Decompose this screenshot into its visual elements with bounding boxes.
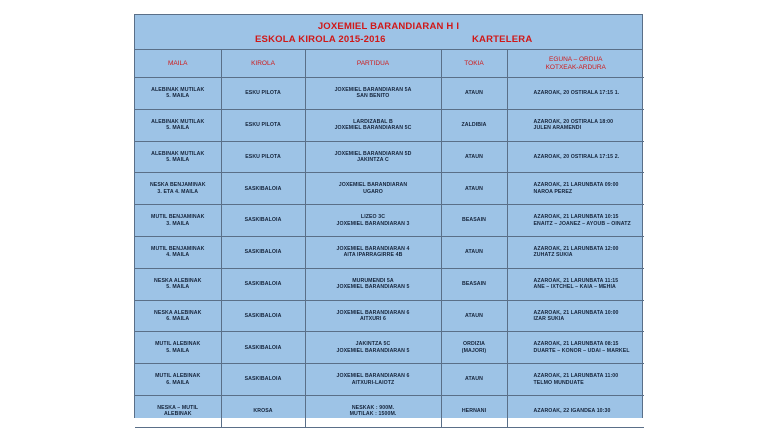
- cell-maila-line: ALEBINAK MUTILAK: [151, 150, 205, 157]
- cell-partidua-line: AITXURI 6: [360, 315, 386, 322]
- cell-kirola: [221, 205, 305, 237]
- cell-maila-line: MUTIL ALEBINAK: [155, 373, 201, 380]
- cell-eguna: [507, 236, 644, 268]
- cell-tokia: [441, 364, 507, 396]
- cell-eguna-line: IZAR SUKIA: [533, 315, 565, 322]
- cell-eguna-line: ZUHATZ SUKIA: [533, 252, 573, 259]
- cell-eguna-line: ANE – IXTCHEL – KAIA – MEHIA: [533, 284, 616, 291]
- schedule-table: [135, 50, 644, 428]
- cell-tokia: [441, 300, 507, 332]
- table-row: [135, 141, 644, 173]
- cell-partidua: [305, 364, 441, 396]
- kartelera-title: KARTELERA: [472, 34, 533, 45]
- cell-kirola-line: ESKU PILOTA: [245, 121, 281, 128]
- cell-partidua: [305, 205, 441, 237]
- cell-maila: [135, 109, 221, 141]
- cell-partidua-line: JOXEMIEL BARANDIARAN 6: [336, 373, 410, 380]
- cell-tokia-line: (MAJORI): [461, 347, 487, 354]
- cell-partidua-line: LARDIZABAL B: [353, 118, 393, 125]
- cell-eguna-line: NAROA PEREZ: [533, 188, 573, 195]
- cell-tokia-line: ATAUN: [465, 185, 483, 192]
- cell-tokia-line: HERNANI: [461, 408, 487, 415]
- cell-eguna: [507, 364, 644, 396]
- column-header-row: [135, 50, 644, 78]
- cell-maila-line: 5. MAILA: [166, 284, 190, 291]
- cell-partidua: [305, 141, 441, 173]
- cell-tokia: [441, 78, 507, 110]
- cell-maila-line: ALEBINAK MUTILAK: [151, 118, 205, 125]
- cell-eguna-line: AZAROAK, 21 LARUNBATA 09:00: [533, 182, 619, 189]
- column-header-partidua: PARTIDUA: [305, 50, 441, 78]
- cell-tokia-line: ORDIZIA: [462, 341, 486, 348]
- cell-partidua: [305, 236, 441, 268]
- cell-eguna-line: AZAROAK, 21 LARUNBATA 11:00: [533, 373, 619, 380]
- cell-tokia: [441, 141, 507, 173]
- cell-partidua: [305, 109, 441, 141]
- column-header-maila: MAILA: [135, 50, 221, 78]
- cell-maila-line: NESKA – MUTIL: [157, 404, 199, 411]
- cell-kirola: [221, 395, 305, 427]
- cell-eguna: [507, 395, 644, 427]
- cell-kirola-line: SASKIBALOIA: [244, 376, 282, 383]
- cell-partidua-line: JAKINTZA C: [357, 156, 389, 163]
- cell-maila-line: 5. MAILA: [166, 347, 190, 354]
- cell-eguna: [507, 173, 644, 205]
- cell-maila-line: MUTIL ALEBINAK: [155, 341, 201, 348]
- cell-maila-line: 3. MAILA: [166, 220, 190, 227]
- cell-maila-line: NESKA ALEBINAK: [154, 277, 202, 284]
- cell-tokia-line: ZALDIBIA: [461, 121, 487, 128]
- cell-partidua-line: JOXEMIEL BARANDIARAN 4: [336, 245, 410, 252]
- table-row: [135, 205, 644, 237]
- cell-kirola: [221, 332, 305, 364]
- cell-maila: [135, 364, 221, 396]
- cell-maila-line: 4. MAILA: [166, 252, 190, 259]
- cell-tokia: [441, 236, 507, 268]
- cell-maila-line: 3. ETA 4. MAILA: [157, 188, 199, 195]
- table-row: [135, 332, 644, 364]
- cell-kirola: [221, 268, 305, 300]
- cell-maila-line: 5. MAILA: [166, 125, 190, 132]
- cell-eguna: [507, 205, 644, 237]
- cell-maila-line: NESKA ALEBINAK: [154, 309, 202, 316]
- table-row: [135, 300, 644, 332]
- cell-partidua: [305, 300, 441, 332]
- cell-tokia-line: ATAUN: [465, 153, 483, 160]
- cell-eguna: [507, 300, 644, 332]
- cell-partidua-line: JOXEMIEL BARANDIARAN 3: [336, 220, 410, 227]
- schedule-rows: [135, 78, 644, 428]
- cell-maila: [135, 173, 221, 205]
- table-row: [135, 364, 644, 396]
- cell-partidua-line: UGARO: [363, 188, 383, 195]
- cell-maila: [135, 300, 221, 332]
- cell-partidua-line: JOXEMIEL BARANDIARAN 6: [336, 309, 410, 316]
- table-row: [135, 78, 644, 110]
- cell-eguna-line: TELMO MUNDUATE: [533, 379, 584, 386]
- cell-eguna-line: AZAROAK, 22 IGANDEA 10:30: [533, 408, 611, 415]
- cell-tokia-line: ATAUN: [465, 90, 483, 97]
- cell-partidua-line: SAN BENITO: [356, 93, 390, 100]
- table-row: [135, 173, 644, 205]
- cell-maila: [135, 78, 221, 110]
- cell-partidua-line: AITXURI-LAIOTZ: [351, 379, 395, 386]
- table-row: [135, 236, 644, 268]
- cell-kirola-line: SASKIBALOIA: [244, 312, 282, 319]
- cell-maila: [135, 395, 221, 427]
- cell-partidua-line: JOXEMIEL BARANDIARAN: [338, 182, 408, 189]
- cell-maila-line: 6. MAILA: [166, 379, 190, 386]
- cell-tokia-line: ATAUN: [465, 376, 483, 383]
- column-header-tokia: TOKIA: [441, 50, 507, 78]
- cell-kirola-line: SASKIBALOIA: [244, 185, 282, 192]
- cell-partidua-line: NESKAK : 900M.: [351, 404, 395, 411]
- cell-tokia-line: ATAUN: [465, 312, 483, 319]
- cell-eguna-line: AZAROAK, 21 LARUNBATA 10:15: [533, 214, 619, 221]
- cell-eguna: [507, 332, 644, 364]
- cell-kirola: [221, 300, 305, 332]
- season-title: ESKOLA KIROLA 2015-2016: [255, 34, 386, 45]
- cell-kirola: [221, 173, 305, 205]
- column-header-eguna-line2: KOTXEAK-ARDURA: [545, 63, 606, 71]
- cell-tokia: [441, 173, 507, 205]
- cell-tokia-line: BEASAIN: [461, 280, 487, 287]
- cell-maila-line: MUTIL BENJAMINAK: [151, 214, 205, 221]
- cell-partidua: [305, 78, 441, 110]
- cell-partidua: [305, 173, 441, 205]
- cell-partidua-line: JOXEMIEL BARANDIARAN 5C: [334, 125, 412, 132]
- cell-maila: [135, 205, 221, 237]
- cell-eguna-line: AZAROAK, 20 OSTIRALA 17:15 2.: [533, 153, 620, 160]
- cell-eguna: [507, 78, 644, 110]
- cell-partidua-line: JOXEMIEL BARANDIARAN 5: [336, 284, 410, 291]
- cell-tokia: [441, 205, 507, 237]
- cell-maila: [135, 268, 221, 300]
- cell-partidua-line: MUTILAK : 1500M.: [349, 411, 397, 418]
- column-header-eguna-line1: EGUNA – ORDUA: [549, 55, 603, 63]
- cell-partidua-line: JOXEMIEL BARANDIARAN 5A: [334, 86, 412, 93]
- school-title: JOXEMIEL BARANDIARAN H I: [317, 21, 460, 32]
- cell-tokia: [441, 109, 507, 141]
- column-header-eguna: [507, 50, 644, 78]
- cell-kirola: [221, 78, 305, 110]
- cell-eguna-line: AZAROAK, 21 LARUNBATA 08:15: [533, 341, 619, 348]
- cell-maila-line: 6. MAILA: [166, 315, 190, 322]
- cell-kirola-line: ESKU PILOTA: [245, 90, 281, 97]
- cell-tokia-line: BEASAIN: [461, 217, 487, 224]
- cell-eguna-line: AZAROAK, 21 LARUNBATA 10:00: [533, 309, 619, 316]
- cell-maila-line: 5. MAILA: [166, 156, 190, 163]
- cell-eguna-line: AZAROAK, 20 OSTIRALA 18:00: [533, 118, 614, 125]
- cell-maila: [135, 141, 221, 173]
- cell-kirola: [221, 236, 305, 268]
- cell-partidua-line: JAKINTZA 5C: [355, 341, 391, 348]
- cell-tokia: [441, 268, 507, 300]
- cell-eguna-line: AZAROAK, 21 LARUNBATA 11:15: [533, 277, 619, 284]
- cell-kirola-line: SASKIBALOIA: [244, 280, 282, 287]
- cell-eguna-line: AZAROAK, 21 LARUNBATA 12:00: [533, 245, 619, 252]
- table-row: [135, 268, 644, 300]
- cell-maila-line: 5. MAILA: [166, 93, 190, 100]
- cell-eguna-line: DUARTE – KONOR – UDAI – MARKEL: [533, 347, 630, 354]
- cell-kirola-line: SASKIBALOIA: [244, 344, 282, 351]
- cell-partidua-line: JOXEMIEL BARANDIARAN 5: [336, 347, 410, 354]
- cell-eguna-line: ENAITZ – JOANEZ – AYOUB – OINATZ: [533, 220, 631, 227]
- cell-kirola-line: SASKIBALOIA: [244, 217, 282, 224]
- cell-tokia-line: ATAUN: [465, 249, 483, 256]
- cell-partidua: [305, 268, 441, 300]
- cell-kirola-line: SASKIBALOIA: [244, 249, 282, 256]
- cell-partidua: [305, 395, 441, 427]
- cell-maila: [135, 332, 221, 364]
- cell-eguna-line: AZAROAK, 20 OSTIRALA 17:15 1.: [533, 90, 620, 97]
- schedule-header: [135, 15, 642, 50]
- cell-eguna: [507, 141, 644, 173]
- cell-kirola-line: KROSA: [253, 408, 273, 415]
- cell-eguna: [507, 268, 644, 300]
- cell-tokia: [441, 332, 507, 364]
- cell-maila: [135, 236, 221, 268]
- table-row: [135, 109, 644, 141]
- cell-tokia: [441, 395, 507, 427]
- cell-eguna-line: JULEN ARAMENDI: [533, 125, 582, 132]
- cell-maila-line: ALEBINAK: [163, 411, 192, 418]
- cell-partidua-line: LIZEO 3C: [360, 214, 386, 221]
- schedule-sheet: [134, 14, 643, 418]
- cell-partidua-line: MURUMENDI 5A: [352, 277, 394, 284]
- table-row: [135, 395, 644, 427]
- cell-maila-line: ALEBINAK MUTILAK: [151, 86, 205, 93]
- cell-partidua-line: JOXEMIEL BARANDIARAN 5D: [334, 150, 412, 157]
- cell-kirola: [221, 109, 305, 141]
- cell-maila-line: NESKA BENJAMINAK: [149, 182, 206, 189]
- cell-kirola: [221, 364, 305, 396]
- cell-partidua-line: AITA IPARRAGIRRE 4B: [343, 252, 403, 259]
- cell-kirola: [221, 141, 305, 173]
- cell-maila-line: MUTIL BENJAMINAK: [151, 245, 205, 252]
- column-header-kirola: KIROLA: [221, 50, 305, 78]
- cell-partidua: [305, 332, 441, 364]
- cell-kirola-line: ESKU PILOTA: [245, 153, 281, 160]
- cell-eguna: [507, 109, 644, 141]
